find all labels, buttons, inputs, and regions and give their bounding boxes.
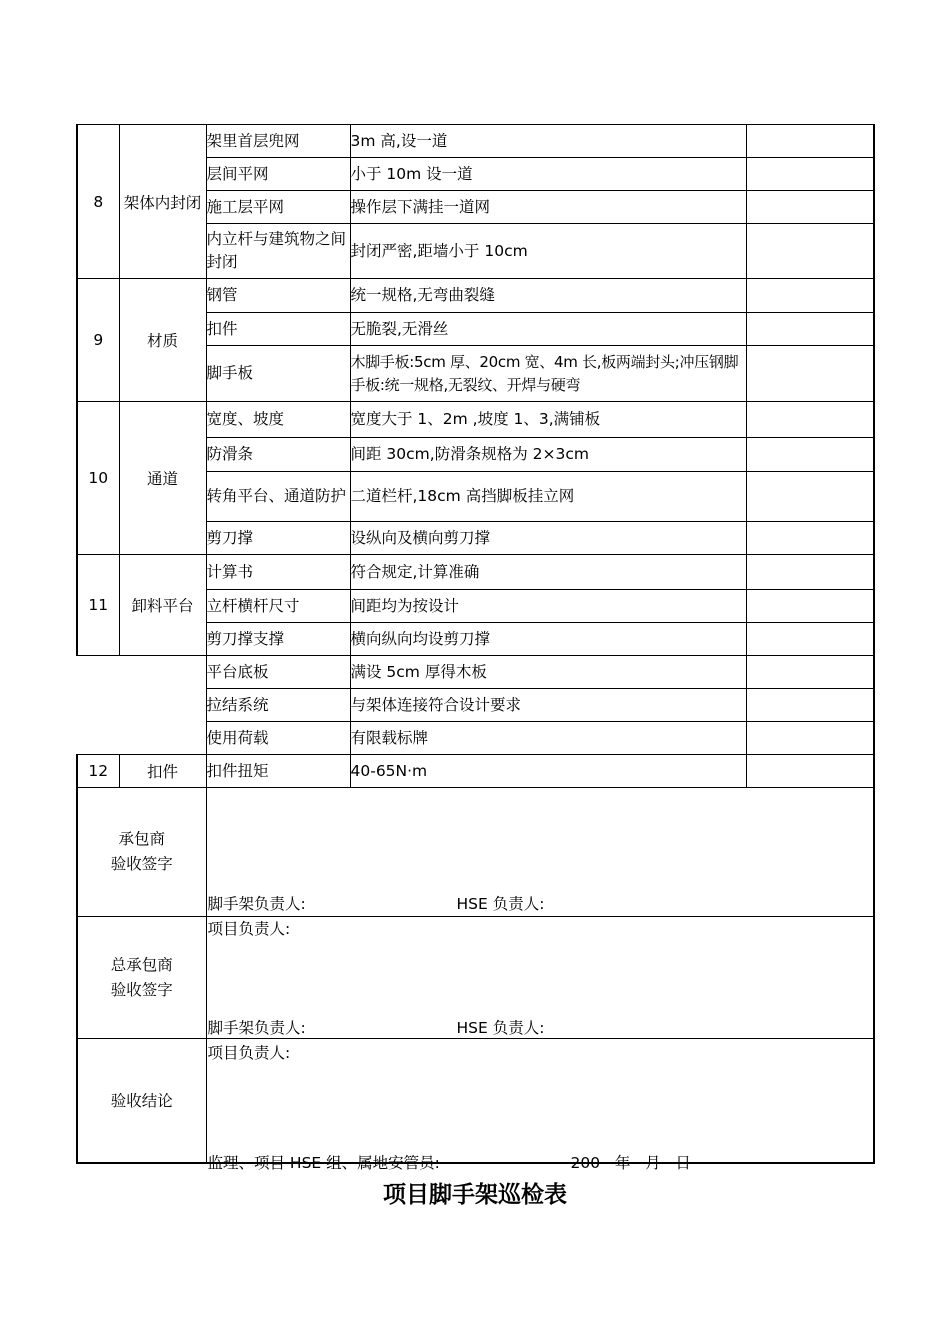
item-standard: 与架体连接符合设计要求 xyxy=(350,689,746,722)
contractor-label-line1: 承包商 xyxy=(118,830,165,848)
contractor-label xyxy=(77,788,206,917)
category-name: 材质 xyxy=(119,279,206,402)
hse-lead-label: HSE 负责人: xyxy=(456,1018,545,1037)
result-cell xyxy=(746,689,874,722)
item-name: 使用荷载 xyxy=(206,722,350,755)
conclusion-row xyxy=(77,1039,874,1163)
item-standard: 无脆裂,无滑丝 xyxy=(350,313,746,346)
row-number: 11 xyxy=(77,555,119,656)
item-standard: 40-65N·m xyxy=(350,755,746,788)
item-standard: 横向纵向均设剪刀撑 xyxy=(350,623,746,656)
category-name: 扣件 xyxy=(119,755,206,788)
table-row xyxy=(77,555,874,590)
item-name: 拉结系统 xyxy=(206,689,350,722)
contractor-signoff-row xyxy=(77,788,874,917)
scaffold-lead-label: 脚手架负责人: xyxy=(207,1018,306,1037)
item-standard: 有限载标牌 xyxy=(350,722,746,755)
item-standard: 间距 30cm,防滑条规格为 2×3cm xyxy=(350,438,746,472)
item-standard: 设纵向及横向剪刀撑 xyxy=(350,522,746,555)
item-name: 钢管 xyxy=(206,279,350,313)
table-row xyxy=(77,402,874,438)
result-cell xyxy=(746,346,874,402)
item-standard: 符合规定,计算准确 xyxy=(350,555,746,590)
table-row xyxy=(77,125,874,158)
result-cell xyxy=(746,191,874,224)
result-cell xyxy=(746,555,874,590)
result-cell xyxy=(746,313,874,346)
hse-lead-label: HSE 负责人: xyxy=(456,895,545,913)
item-standard: 宽度大于 1、2m ,坡度 1、3,满铺板 xyxy=(350,402,746,438)
item-name: 计算书 xyxy=(206,555,350,590)
page-title: 项目脚手架巡检表 xyxy=(383,1182,567,1208)
item-name: 立杆横杆尺寸 xyxy=(206,590,350,623)
conclusion-signers-label: 监理、项目 HSE 组、属地安管员: xyxy=(207,1154,440,1173)
result-cell xyxy=(746,438,874,472)
row-number: 10 xyxy=(77,402,119,555)
conclusion-date: 200 年 月 日 xyxy=(570,1154,691,1173)
general-contractor-label-line1: 总承包商 xyxy=(110,955,173,974)
item-standard: 封闭严密,距墙小于 10cm xyxy=(350,224,746,279)
item-standard: 二道栏杆,18cm 高挡脚板挂立网 xyxy=(350,472,746,522)
general-contractor-signature-area xyxy=(206,917,874,1062)
item-name: 扣件 xyxy=(206,313,350,346)
result-cell xyxy=(746,755,874,788)
item-name: 内立杆与建筑物之间封闭 xyxy=(206,224,350,279)
item-name: 层间平网 xyxy=(206,158,350,191)
category-name: 架体内封闭 xyxy=(119,125,206,279)
item-name: 转角平台、通道防护 xyxy=(206,472,350,522)
row-number: 12 xyxy=(77,755,119,788)
contractor-signature-area xyxy=(206,788,874,938)
project-lead-label: 项目负责人: xyxy=(207,1043,291,1062)
contractor-label-line2: 验收签字 xyxy=(110,855,173,873)
item-name: 施工层平网 xyxy=(206,191,350,224)
row-number: 8 xyxy=(77,125,119,279)
table-row xyxy=(77,279,874,313)
result-cell xyxy=(746,158,874,191)
result-cell xyxy=(746,623,874,656)
general-contractor-signoff-row xyxy=(77,917,874,1039)
row-number: 9 xyxy=(77,279,119,402)
item-standard: 操作层下满挂一道网 xyxy=(350,191,746,224)
item-name: 剪刀撑支撑 xyxy=(206,623,350,656)
item-name: 宽度、坡度 xyxy=(206,402,350,438)
result-cell xyxy=(746,472,874,522)
item-name: 防滑条 xyxy=(206,438,350,472)
result-cell xyxy=(746,656,874,689)
item-standard: 满设 5cm 厚得木板 xyxy=(350,656,746,689)
inspection-table xyxy=(76,124,875,1173)
table-row xyxy=(77,755,874,788)
item-standard: 木脚手板:5cm 厚、20cm 宽、4m 长,板两端封头;冲压钢脚手板:统一规格,无裂纹、开焊与硬弯 xyxy=(350,346,746,402)
conclusion-label: 验收结论 xyxy=(77,1039,206,1163)
conclusion-area xyxy=(206,1039,874,1173)
item-name: 架里首层兜网 xyxy=(206,125,350,158)
item-standard: 小于 10m 设一道 xyxy=(350,158,746,191)
scaffold-lead-label: 脚手架负责人: xyxy=(207,895,306,913)
item-name: 脚手板 xyxy=(206,346,350,402)
table-row xyxy=(77,656,874,689)
result-cell xyxy=(746,279,874,313)
general-contractor-label-line2: 验收签字 xyxy=(110,980,173,999)
item-standard: 间距均为按设计 xyxy=(350,590,746,623)
result-cell xyxy=(746,402,874,438)
item-standard: 3m 高,设一道 xyxy=(350,125,746,158)
general-contractor-label xyxy=(77,917,206,1039)
project-lead-label: 项目负责人: xyxy=(207,920,291,938)
category-name: 卸料平台 xyxy=(119,555,206,656)
result-cell xyxy=(746,125,874,158)
item-name: 扣件扭矩 xyxy=(206,755,350,788)
result-cell xyxy=(746,722,874,755)
category-name: 通道 xyxy=(119,402,206,555)
item-name: 剪刀撑 xyxy=(206,522,350,555)
result-cell xyxy=(746,590,874,623)
item-name: 平台底板 xyxy=(206,656,350,689)
result-cell xyxy=(746,224,874,279)
result-cell xyxy=(746,522,874,555)
item-standard: 统一规格,无弯曲裂缝 xyxy=(350,279,746,313)
blank-cell xyxy=(77,656,206,755)
